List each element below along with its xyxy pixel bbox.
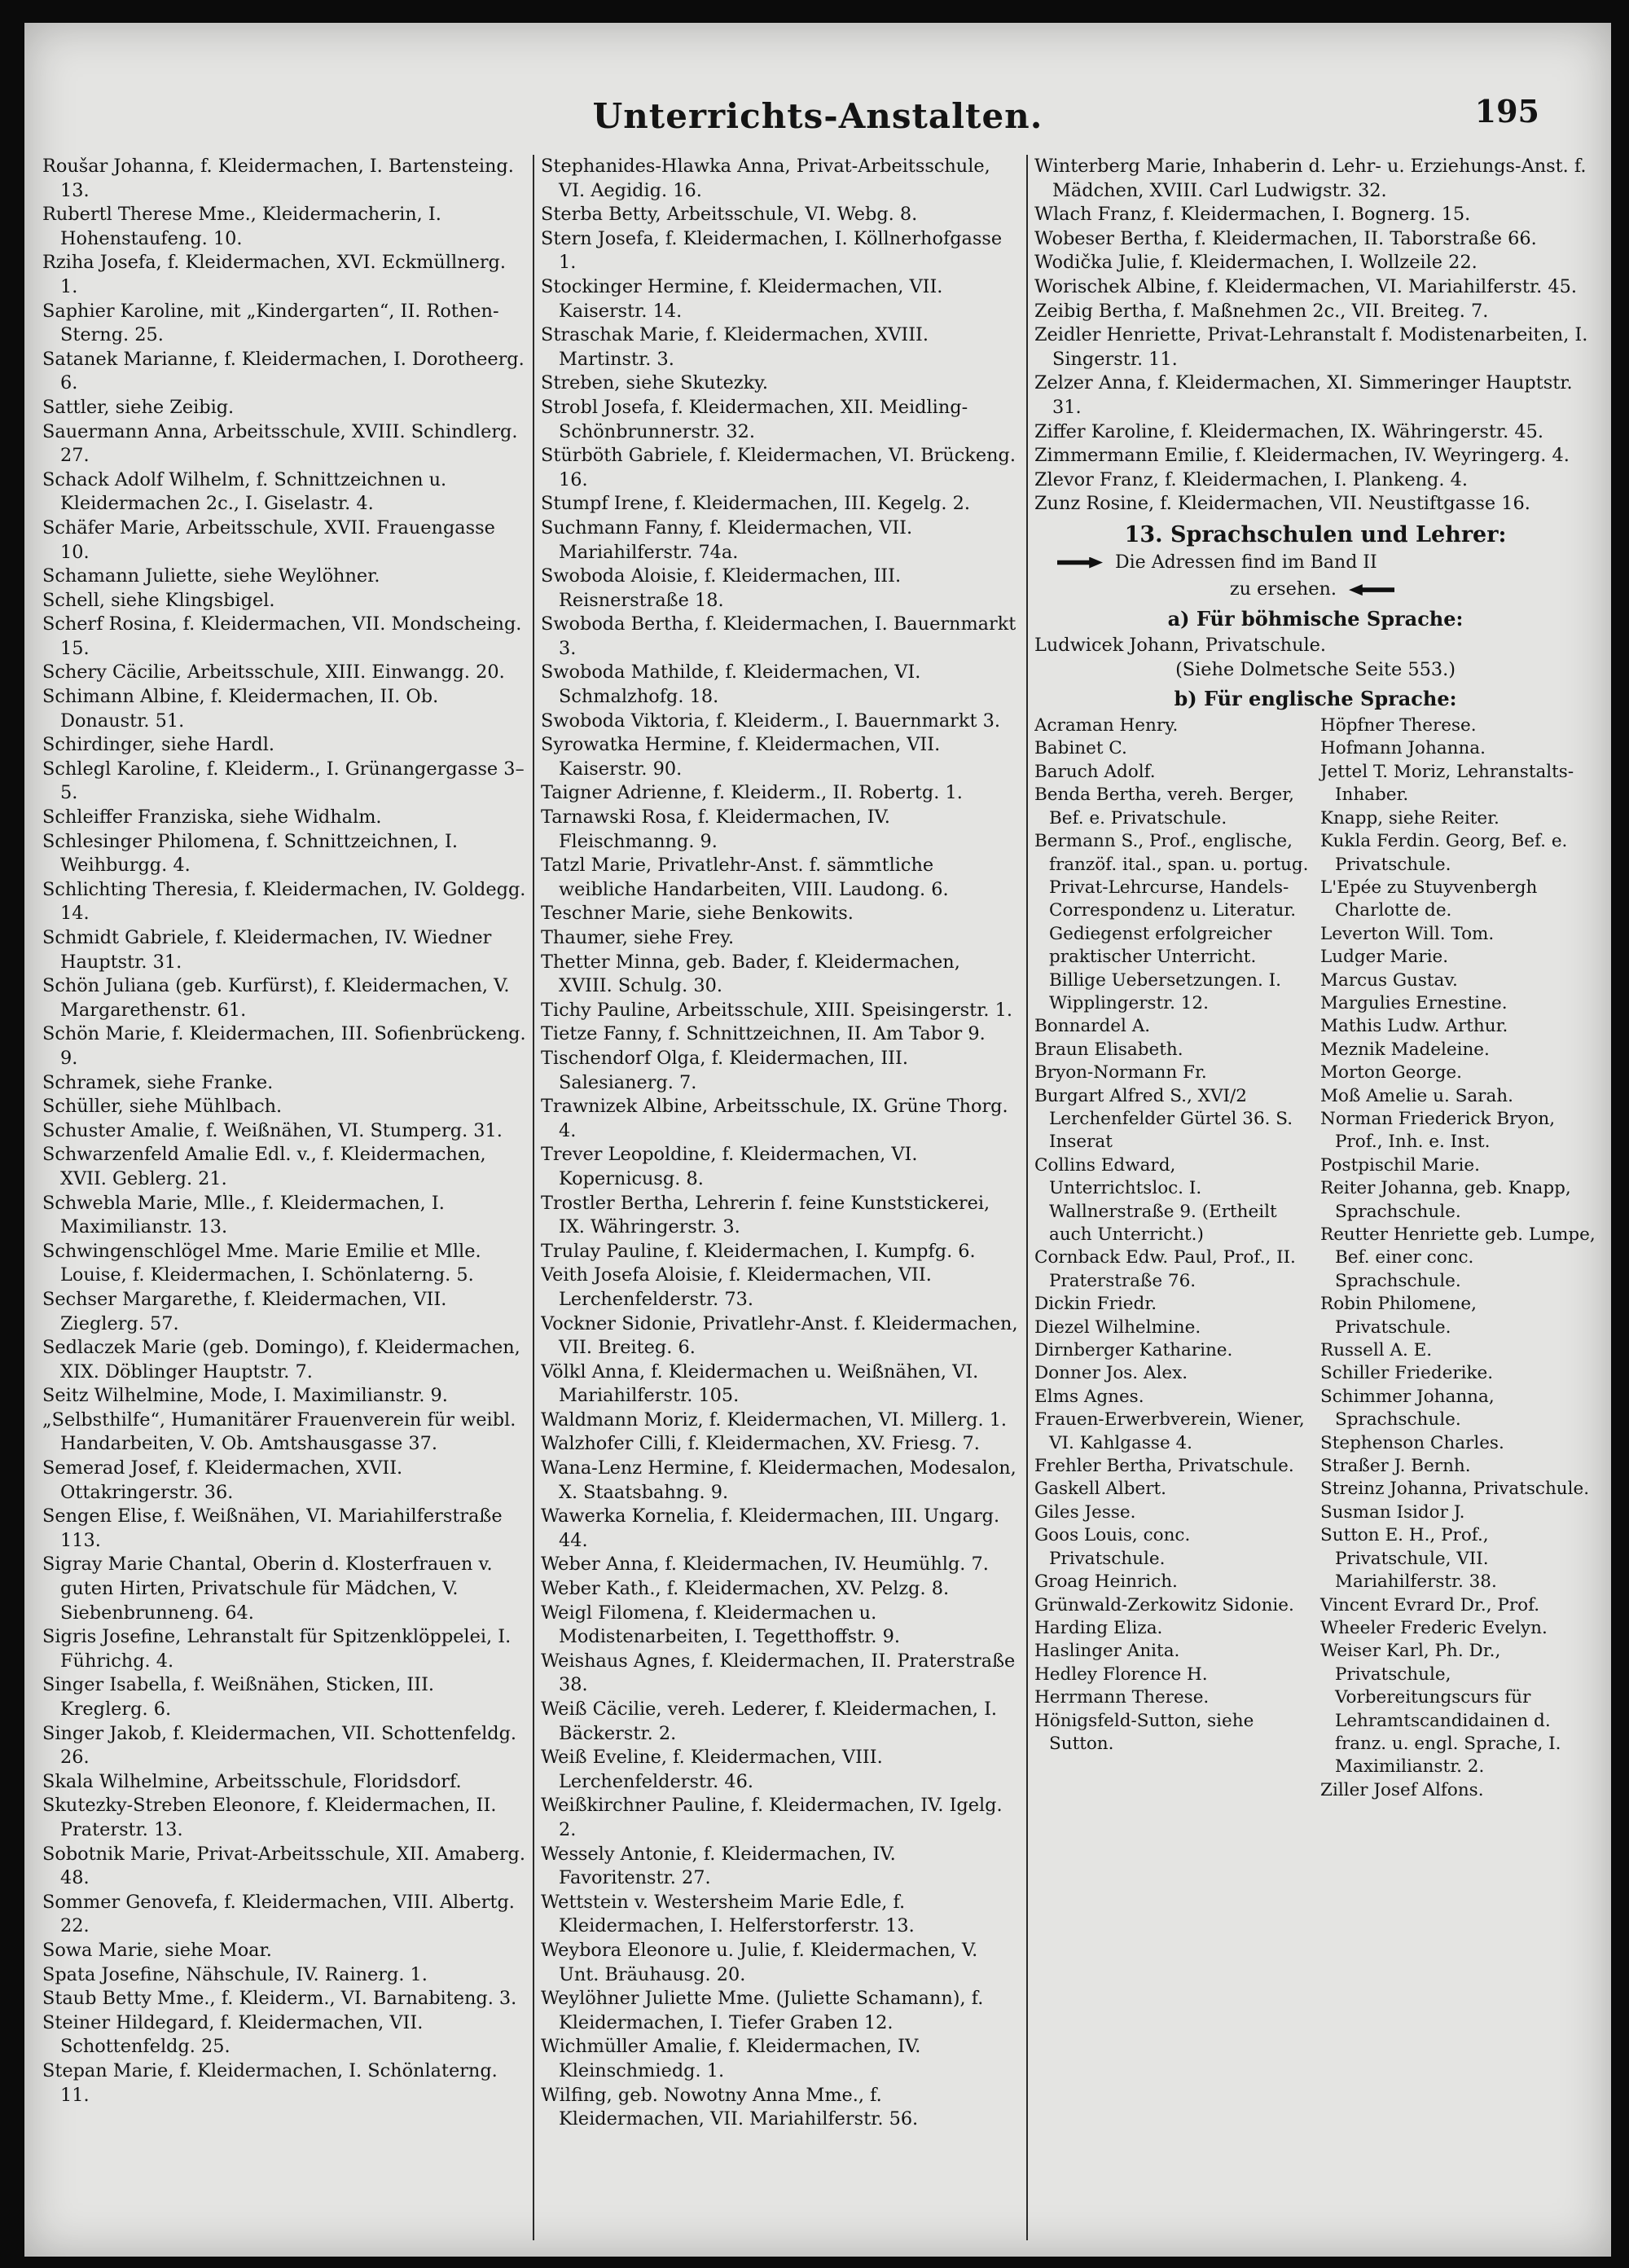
list-item: Veith Josefa Aloisie, f. Kleidermachen, VII. Lerchenfelderstr. 73. — [541, 1264, 932, 1310]
list-item: Staub Betty Mme., f. Kleiderm., VI. Barnabiteng. 3. — [42, 1988, 517, 2010]
list-item: Singer Isabella, f. Weißnähen, Sticken, III. Kreglerg. 6. — [42, 1674, 435, 1720]
section-note — [1034, 551, 1596, 575]
list-item: Wilfing, geb. Nowotny Anna Mme., f. Kleidermachen, VII. Mariahilferstr. 56. — [541, 2084, 919, 2130]
list-item: Margulies Ernestine. — [1320, 992, 1508, 1013]
list-item: Schimann Albine, f. Kleidermachen, II. Ob. Donaustr. 51. — [42, 686, 439, 732]
list-item: Weißkirchner Pauline, f. Kleidermachen, IV. Igelg. 2. — [541, 1795, 1003, 1840]
list-item: Swoboda Mathilde, f. Kleidermachen, VI. Schmalzhofg. 18. — [541, 662, 921, 708]
list-item: Harding Eliza. — [1034, 1617, 1163, 1638]
list-item: Sedlaczek Marie (geb. Domingo), f. Kleidermachen, XIX. Döblinger Hauptstr. 7. — [42, 1337, 520, 1382]
list-item: Trever Leopoldine, f. Kleidermachen, VI. Kopernicusg. 8. — [541, 1144, 918, 1189]
list-item: Trulay Pauline, f. Kleidermachen, I. Kumpfg. 6. — [541, 1240, 976, 1262]
list-item: Hönigsfeld-Sutton, siehe Sutton. — [1034, 1710, 1254, 1754]
list-item: Walzhofer Cilli, f. Kleidermachen, XV. Friesg. 7. — [541, 1433, 980, 1455]
column-2 — [541, 155, 1018, 2240]
list-item: Moß Amelie u. Sarah. — [1320, 1085, 1513, 1106]
list-item: Sengen Elise, f. Weißnähen, VI. Mariahilferstraße 113. — [42, 1505, 503, 1551]
list-item: Ludwicek Johann, Privatschule. — [1034, 635, 1327, 657]
list-item: Weber Anna, f. Kleidermachen, IV. Heumühlg. 7. — [541, 1554, 989, 1576]
list-item: Collins Edward, Unterrichtsloc. I. Wallnerstraße 9. (Ertheilt auch Unterricht.) — [1034, 1154, 1277, 1245]
list-item: Cornback Edw. Paul, Prof., II. Praterstraße 76. — [1034, 1247, 1296, 1291]
list-item: Groag Heinrich. — [1034, 1571, 1178, 1593]
list-item: Postpischil Marie. — [1320, 1154, 1480, 1176]
list-item: Wheeler Frederic Evelyn. — [1320, 1617, 1548, 1638]
list-item: Herrmann Therese. — [1034, 1687, 1210, 1708]
list-item: Meznik Madeleine. — [1320, 1039, 1490, 1060]
list-item: Saphier Karoline, mit „Kindergarten“, II. Rothen-Sterng. 25. — [42, 300, 499, 346]
list-item: Vockner Sidonie, Privatlehr-Anst. f. Kleidermachen, VII. Breiteg. 6. — [541, 1312, 1018, 1359]
list-item: Schlichting Theresia, f. Kleidermachen, IV. Goldegg. 14. — [42, 878, 526, 925]
list-item: Sauermann Anna, Arbeitsschule, XVIII. Schindlerg. 27. — [42, 420, 518, 467]
list-item: Tichy Pauline, Arbeitsschule, XIII. Speisingerstr. 1. — [541, 999, 1012, 1021]
subsection-heading-b: b) Für englische Sprache: — [1174, 687, 1457, 711]
list-item: Schlegl Karoline, f. Kleiderm., I. Grünangergasse 3–5. — [42, 758, 525, 804]
list-item: Baruch Adolf. — [1034, 761, 1156, 782]
list-item: Weylöhner Juliette Mme. (Juliette Schamann), f. Kleidermachen, I. Tiefer Graben 12. — [541, 1988, 984, 2033]
list-item: Wobeser Bertha, f. Kleidermachen, II. Taborstraße 66. — [1034, 227, 1537, 249]
list-item: Schwebla Marie, Mlle., f. Kleidermachen, I. Maximilianstr. 13. — [42, 1192, 445, 1238]
list-item: Dickin Friedr. — [1034, 1294, 1157, 1315]
list-item: Streinz Johanna, Privatschule. — [1320, 1479, 1590, 1500]
list-item: L'Epée zu Stuyvenbergh Charlotte de. — [1320, 877, 1538, 921]
list-item: Robin Philomene, Privatschule. — [1320, 1294, 1477, 1338]
english-teachers-right — [1320, 714, 1596, 1802]
list-item: Syrowatka Hermine, f. Kleidermachen, VII. Kaiserstr. 90. — [541, 734, 941, 780]
list-item: Semerad Josef, f. Kleidermachen, XVII. Ottakringerstr. 36. — [42, 1457, 403, 1503]
list-item: Taigner Adrienne, f. Kleiderm., II. Robertg. 1. — [541, 782, 963, 804]
list-item: Schüller, siehe Mühlbach. — [42, 1096, 283, 1118]
list-item: Skutezky-Streben Eleonore, f. Kleidermachen, II. Praterstr. 13. — [42, 1795, 497, 1840]
list-item: Babinet C. — [1034, 738, 1127, 759]
list-item: Donner Jos. Alex. — [1034, 1363, 1188, 1384]
list-item: Trostler Bertha, Lehrerin f. feine Kunststickerei, IX. Währingerstr. 3. — [541, 1192, 990, 1238]
list-item: Satanek Marianne, f. Kleidermachen, I. Dorotheerg. 6. — [42, 348, 525, 394]
list-item: Weybora Eleonore u. Julie, f. Kleidermachen, V. Unt. Bräuhausg. 20. — [541, 1939, 978, 1985]
list-item: Stumpf Irene, f. Kleidermachen, III. Kegelg. 2. — [541, 493, 971, 515]
list-item: Dirnberger Katharine. — [1034, 1340, 1233, 1361]
list-item: Tischendorf Olga, f. Kleidermachen, III. Salesianerg. 7. — [541, 1047, 908, 1093]
list-item: Giles Jesse. — [1034, 1501, 1136, 1523]
list-item: Straßer J. Bernh. — [1320, 1456, 1471, 1477]
list-item: Suchmann Fanny, f. Kleidermachen, VII. Mariahilferstr. 74a. — [541, 516, 913, 563]
list-item: Trawnizek Albine, Arbeitsschule, IX. Grüne Thorg. 4. — [541, 1096, 1008, 1141]
list-item: Sutton E. H., Prof., Privatschule, VII. Mariahilferstr. 38. — [1320, 1525, 1497, 1593]
list-item: Wawerka Kornelia, f. Kleidermachen, III. Ungarg. 44. — [541, 1505, 1000, 1551]
list-item: Zunz Rosine, f. Kleidermachen, VII. Neustiftgasse 16. — [1034, 493, 1530, 515]
list-item: Schamann Juliette, siehe Weylöhner. — [42, 565, 380, 587]
list-item: Streben, siehe Skutezky. — [541, 372, 768, 394]
list-item: Sattler, siehe Zeibig. — [42, 396, 235, 418]
list-item: Diezel Wilhelmine. — [1034, 1316, 1201, 1338]
list-item: Zelzer Anna, f. Kleidermachen, XI. Simmeringer Hauptstr. 31. — [1034, 372, 1573, 418]
list-item: Weiser Karl, Ph. Dr., Privatschule, Vorbereitungscurs für Lehramtscandidainen d. franz. u. engl. Sprache, I. Maximilianstr. 2. — [1320, 1641, 1561, 1778]
list-item: Weiß Eveline, f. Kleidermachen, VIII. Lerchenfelderstr. 46. — [541, 1747, 883, 1792]
list-item: Schack Adolf Wilhelm, f. Schnittzeichnen u. Kleidermachen 2c., I. Giselastr. 4. — [42, 468, 447, 515]
list-item: Sommer Genovefa, f. Kleidermachen, VIII. Albertg. 22. — [42, 1891, 515, 1937]
list-item: Morton George. — [1320, 1062, 1462, 1083]
list-item: Grünwald-Zerkowitz Sidonie. — [1034, 1594, 1294, 1615]
subsection-heading-a: a) Für böhmische Sprache: — [1167, 606, 1464, 631]
section-heading: 13. Sprachschulen und Lehrer: — [1124, 521, 1507, 547]
list-item: Wodička Julie, f. Kleidermachen, I. Wollzeile 22. — [1034, 252, 1478, 274]
list-item: Winterberg Marie, Inhaberin d. Lehr- u. Erziehungs-Anst. f. Mädchen, XVIII. Carl Ludwigstr. 32. — [1034, 156, 1587, 201]
list-item: Waldmann Moriz, f. Kleidermachen, VI. Millerg. 1. — [541, 1409, 1008, 1431]
list-item: Wana-Lenz Hermine, f. Kleidermachen, Modesalon, X. Staatsbahng. 9. — [541, 1457, 1016, 1503]
list-item: Schramek, siehe Franke. — [42, 1071, 274, 1093]
page-header — [24, 93, 1611, 145]
list-item: Worischek Albine, f. Kleidermachen, VI. Mariahilferstr. 45. — [1034, 275, 1578, 297]
pointing-hand-icon — [1349, 584, 1394, 596]
list-item: Stürböth Gabriele, f. Kleidermachen, VI. Brückeng. 16. — [541, 445, 1016, 490]
list-item: Weiß Cäcilie, vereh. Lederer, f. Kleidermachen, I. Bäckerstr. 2. — [541, 1699, 998, 1744]
list-item: Schery Cäcilie, Arbeitsschule, XIII. Einwangg. 20. — [42, 662, 505, 683]
column-rule — [533, 155, 534, 2240]
list-item: Weishaus Agnes, f. Kleidermachen, II. Praterstraße 38. — [541, 1650, 1016, 1696]
list-item: Schäfer Marie, Arbeitsschule, XVII. Frauengasse 10. — [42, 516, 495, 563]
list-item: Swoboda Viktoria, f. Kleiderm., I. Bauernmarkt 3. — [541, 710, 1000, 732]
list-item: Schwarzenfeld Amalie Edl. v., f. Kleidermachen, XVII. Geblerg. 21. — [42, 1144, 486, 1189]
list-item: Weber Kath., f. Kleidermachen, XV. Pelzg. 8. — [541, 1578, 950, 1600]
list-item: Wessely Antonie, f. Kleidermachen, IV. Favoritenstr. 27. — [541, 1843, 896, 1889]
list-item: Bryon-Normann Fr. — [1034, 1062, 1207, 1083]
list-item: Stephenson Charles. — [1320, 1432, 1504, 1453]
column-3 — [1034, 155, 1596, 2240]
list-item: Reutter Henriette geb. Lumpe, Bef. einer conc. Sprachschule. — [1320, 1224, 1596, 1291]
list-item: Bermann S., Prof., englische, franzöf. ital., span. u. portug. Privat-Lehrcurse, Handels-Correspondenz u. Literatur. Gediegenst erfolgreicher praktischer Unterricht. Billige Uebersetzungen. I. Wipplingerstr. 12. — [1034, 831, 1309, 1013]
list-item: „Selbsthilfe“, Humanitärer Frauenverein für weibl. Handarbeiten, V. Ob. Amtshausgasse 37. — [42, 1409, 516, 1455]
list-item: Straschak Marie, f. Kleidermachen, XVIII. Martinstr. 3. — [541, 324, 929, 370]
list-item: Sobotnik Marie, Privat-Arbeitsschule, XII. Amaberg. 48. — [42, 1843, 525, 1889]
list-item: Hofmann Johanna. — [1320, 738, 1486, 759]
list-item: Stern Josefa, f. Kleidermachen, I. Köllnerhofgasse 1. — [541, 227, 1003, 274]
english-teachers-left — [1034, 714, 1311, 1802]
list-item: Sigray Marie Chantal, Oberin d. Klosterfrauen v. guten Hirten, Privatschule für Mädchen, V. Siebenbrunneng. 64. — [42, 1554, 493, 1624]
list-item: Stepan Marie, f. Kleidermachen, I. Schönlaterng. 11. — [42, 2059, 498, 2106]
list-item: Susman Isidor J. — [1320, 1501, 1465, 1523]
list-item: Rubertl Therese Mme., Kleidermacherin, I. Hohenstaufeng. 10. — [42, 204, 441, 249]
column-rule — [1026, 155, 1028, 2240]
page-title: Unterrichts-Anstalten. — [592, 96, 1043, 136]
list-item: Goos Louis, conc. Privatschule. — [1034, 1525, 1191, 1569]
list-item: Reiter Johanna, geb. Knapp, Sprachschule. — [1320, 1178, 1571, 1222]
list-item: Sigris Josefine, Lehranstalt für Spitzenklöppelei, I. Führichg. 4. — [42, 1626, 512, 1672]
list-item: Schell, siehe Klingsbigel. — [42, 589, 275, 611]
list-item: Thetter Minna, geb. Bader, f. Kleidermachen, XVIII. Schulg. 30. — [541, 951, 960, 997]
list-item: Tarnawski Rosa, f. Kleidermachen, IV. Fleischmanng. 9. — [541, 807, 890, 852]
list-item: Schimmer Johanna, Sprachschule. — [1320, 1386, 1495, 1431]
list-item: Hedley Florence H. — [1034, 1664, 1208, 1685]
list-item: Sechser Margarethe, f. Kleidermachen, VII. Zieglerg. 57. — [42, 1288, 447, 1334]
list-item: Singer Jakob, f. Kleidermachen, VII. Schottenfeldg. 26. — [42, 1722, 517, 1769]
list-item: Haslinger Anita. — [1034, 1641, 1180, 1662]
list-item: Bonnardel A. — [1034, 1016, 1151, 1037]
list-item: Benda Bertha, vereh. Berger, Bef. e. Privatschule. — [1034, 785, 1294, 829]
list-item: Kukla Ferdin. Georg, Bef. e. Privatschule. — [1320, 831, 1568, 875]
list-item: Schmidt Gabriele, f. Kleidermachen, IV. Wiedner Hauptstr. 31. — [42, 927, 492, 973]
list-item: Jettel T. Moriz, Lehranstalts-Inhaber. — [1320, 761, 1574, 806]
list-item: Schlesinger Philomena, f. Schnittzeichnen, I. Weihburgg. 4. — [42, 830, 459, 877]
list-item: Ziller Josef Alfons. — [1320, 1779, 1484, 1800]
list-item: Mathis Ludw. Arthur. — [1320, 1016, 1508, 1037]
list-item: Wettstein v. Westersheim Marie Edle, f. Kleidermachen, I. Helferstorferstr. 13. — [541, 1891, 915, 1937]
list-item: Norman Friederick Bryon, Prof., Inh. e. Inst. — [1320, 1108, 1556, 1153]
list-item: Swoboda Aloisie, f. Kleidermachen, III. Reisnerstraße 18. — [541, 565, 902, 611]
list-item: Marcus Gustav. — [1320, 969, 1458, 991]
list-item: Zlevor Franz, f. Kleidermachen, I. Plankeng. 4. — [1034, 468, 1468, 490]
list-item: Elms Agnes. — [1034, 1386, 1144, 1407]
list-item: Völkl Anna, f. Kleidermachen u. Weißnähen, VI. Mariahilferstr. 105. — [541, 1360, 979, 1407]
list-item: Steiner Hildegard, f. Kleidermachen, VII. Schottenfeldg. 25. — [42, 2011, 424, 2058]
list-item: Schwingenschlögel Mme. Marie Emilie et Mlle. Louise, f. Kleidermachen, I. Schönlaterng. 5. — [42, 1240, 481, 1286]
list-item: Schirdinger, siehe Hardl. — [42, 734, 275, 756]
list-item: Wichmüller Amalie, f. Kleidermachen, IV. Kleinschmiedg. 1. — [541, 2036, 921, 2081]
list-item: Skala Wilhelmine, Arbeitsschule, Floridsdorf. — [42, 1770, 462, 1792]
list-item: Schiller Friederike. — [1320, 1363, 1494, 1384]
list-item: Ludger Marie. — [1320, 947, 1449, 968]
list-item: Rziha Josefa, f. Kleidermachen, XVI. Eckmüllnerg. 1. — [42, 252, 506, 297]
list-item: Stockinger Hermine, f. Kleidermachen, VII. Kaiserstr. 14. — [541, 275, 943, 322]
list-item: Sterba Betty, Arbeitsschule, VI. Webg. 8. — [541, 204, 918, 226]
list-item: Russell A. E. — [1320, 1340, 1433, 1361]
list-item: Thaumer, siehe Frey. — [541, 927, 735, 948]
list-item: Schön Juliana (geb. Kurfürst), f. Kleidermachen, V. Margarethenstr. 61. — [42, 975, 510, 1021]
list-item: Strobl Josefa, f. Kleidermachen, XII. Meidling-Schönbrunnerstr. 32. — [541, 396, 968, 442]
list-item: Frehler Bertha, Privatschule. — [1034, 1456, 1294, 1477]
list-item: Frauen-Erwerbverein, Wiener, VI. Kahlgasse 4. — [1034, 1409, 1305, 1453]
list-item: Weigl Filomena, f. Kleidermachen u. Modistenarbeiten, I. Tegetthoffstr. 9. — [541, 1602, 901, 1648]
column-3-entries — [1034, 155, 1596, 516]
list-item: Sowa Marie, siehe Moar. — [42, 1939, 272, 1961]
list-item: Wlach Franz, f. Kleidermachen, I. Bognerg. 15. — [1034, 204, 1471, 226]
list-item: Scherf Rosina, f. Kleidermachen, VII. Mondscheing. 15. — [42, 613, 522, 659]
list-item: Roušar Johanna, f. Kleidermachen, I. Bartensteing. 13. — [42, 156, 514, 201]
list-item: Tatzl Marie, Privatlehr-Anst. f. sämmtliche weibliche Handarbeiten, VIII. Laudong. 6. — [541, 855, 949, 900]
list-item: Seitz Wilhelmine, Mode, I. Maximilianstr. 9. — [42, 1385, 448, 1407]
english-teachers-list — [1034, 714, 1596, 1802]
list-item: Gaskell Albert. — [1034, 1479, 1167, 1500]
list-item: Vincent Evrard Dr., Prof. — [1320, 1594, 1540, 1615]
list-item: Zimmermann Emilie, f. Kleidermachen, IV. Weyringerg. 4. — [1034, 445, 1570, 467]
page-number: 195 — [1474, 93, 1539, 130]
list-item: Knapp, siehe Reiter. — [1320, 807, 1499, 829]
section-note-line2 — [1034, 578, 1596, 602]
column-1 — [42, 155, 526, 2240]
list-item: Braun Elisabeth. — [1034, 1039, 1183, 1060]
list-item: Teschner Marie, siehe Benkowits. — [541, 903, 854, 925]
list-item: Tietze Fanny, f. Schnittzeichnen, II. Am Tabor 9. — [541, 1023, 986, 1045]
list-item: Stephanides-Hlawka Anna, Privat-Arbeitsschule, VI. Aegidig. 16. — [541, 156, 990, 201]
list-item: Zeibig Bertha, f. Maßnehmen 2c., VII. Breiteg. 7. — [1034, 300, 1489, 322]
list-item: Schuster Amalie, f. Weißnähen, VI. Stumperg. 31. — [42, 1119, 503, 1141]
note-text-2: zu ersehen. — [1229, 578, 1337, 600]
list-item: Acraman Henry. — [1034, 715, 1179, 736]
list-item: Ziffer Karoline, f. Kleidermachen, IX. Währingerstr. 45. — [1034, 420, 1543, 442]
list-item: Höpfner Therese. — [1320, 715, 1477, 736]
list-item: Swoboda Bertha, f. Kleidermachen, I. Bauernmarkt 3. — [541, 613, 1016, 659]
list-item: Schön Marie, f. Kleidermachen, III. Sofienbrückeng. 9. — [42, 1023, 526, 1069]
directory-page — [24, 23, 1611, 2257]
list-item: Spata Josefine, Nähschule, IV. Rainerg. 1. — [42, 1963, 428, 1985]
list-item: Schleiffer Franziska, siehe Widhalm. — [42, 807, 382, 829]
list-item: Leverton Will. Tom. — [1320, 923, 1495, 944]
note-text: Die Adressen find im Band II — [1115, 552, 1377, 573]
list-item: Burgart Alfred S., XVI/2 Lerchenfelder Gürtel 36. S. Inserat — [1034, 1085, 1293, 1153]
reference-note: (Siehe Dolmetsche Seite 553.) — [1175, 658, 1456, 680]
list-item: Zeidler Henriette, Privat-Lehranstalt f. Modistenarbeiten, I. Singerstr. 11. — [1034, 324, 1588, 370]
pointing-hand-icon — [1057, 557, 1103, 569]
